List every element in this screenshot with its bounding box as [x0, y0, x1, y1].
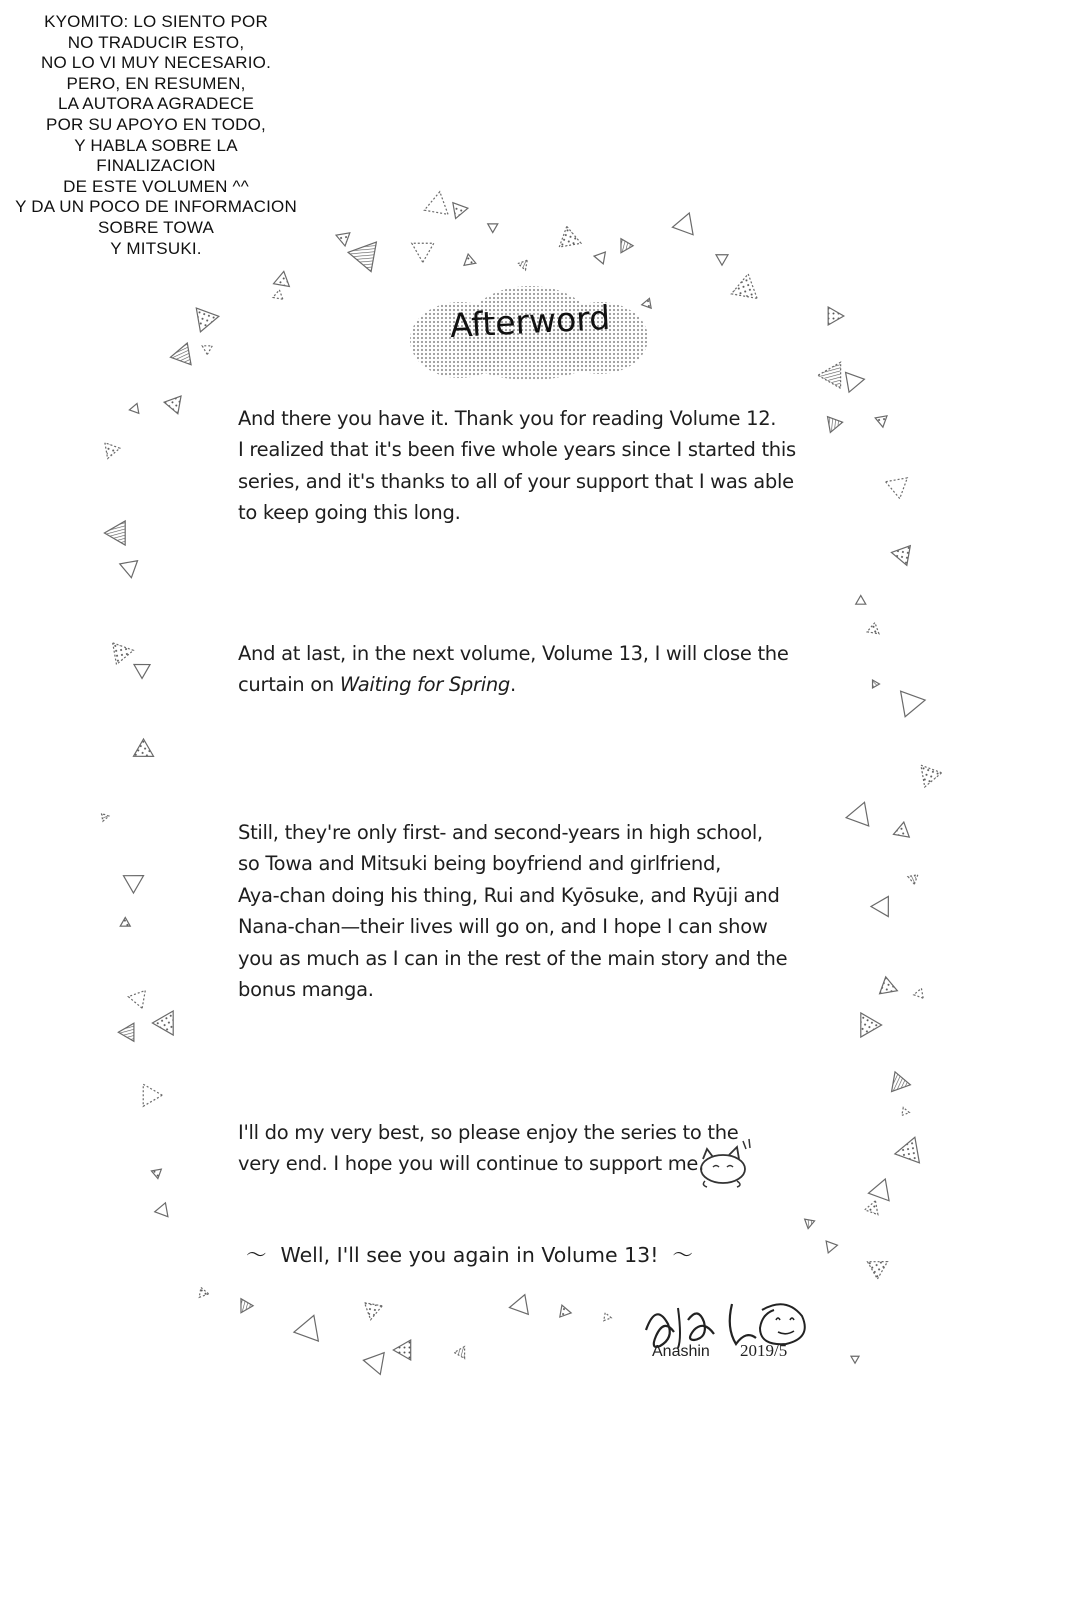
triangle-decoration: [865, 623, 879, 638]
triangle-decoration: [460, 254, 476, 270]
note-line: KYOMITO: LO SIENTO POR: [44, 12, 268, 31]
triangle-decoration: [891, 822, 910, 842]
triangle-decoration: [170, 339, 197, 365]
text-line: very end. I hope you will continue to support me.: [238, 1152, 704, 1176]
triangle-decoration: [454, 1346, 470, 1361]
text-line: to keep going this long.: [238, 501, 461, 525]
triangle-decoration: [294, 1311, 326, 1341]
triangle-decoration: [129, 403, 142, 416]
triangle-decoration: [113, 640, 136, 665]
triangle-decoration: [508, 1295, 529, 1318]
triangle-decoration: [424, 190, 451, 215]
note-line: FINALIZACION: [96, 156, 216, 176]
triangle-decoration: [448, 203, 468, 222]
tilde-right: 〜: [672, 1243, 693, 1267]
triangle-decoration: [727, 274, 757, 306]
triangle-decoration: [672, 209, 699, 235]
paragraph-characters: [238, 817, 808, 1005]
triangle-decoration: [821, 412, 842, 433]
triangle-decoration: [867, 1253, 892, 1279]
triangle-decoration: [890, 543, 911, 566]
cat-doodle-icon: [693, 1131, 755, 1191]
series-title: Waiting for Spring: [339, 673, 510, 697]
triangle-decoration: [594, 248, 610, 264]
triangle-decoration: [823, 1241, 838, 1255]
closing-line: [232, 1238, 752, 1268]
triangle-decoration: [914, 765, 941, 791]
text-line: series, and it's thanks to all of your support that I was able: [238, 469, 794, 493]
triangle-decoration: [901, 687, 928, 717]
triangle-decoration: [406, 234, 434, 263]
text-line: Still, they're only first- and second-years in high school,: [238, 821, 763, 844]
triangle-decoration: [893, 1137, 920, 1167]
triangle-decoration: [560, 1305, 572, 1319]
triangle-decoration: [801, 1215, 814, 1228]
triangle-decoration: [873, 680, 880, 688]
tilde-left: 〜: [246, 1243, 267, 1267]
triangle-decoration: [123, 867, 148, 893]
author-name: Anashin: [652, 1343, 710, 1360]
note-line: Y MITSUKI.: [110, 238, 202, 258]
triangle-decoration: [856, 595, 869, 608]
note-line: PERO, EN RESUMEN,: [66, 73, 246, 93]
text-line: bonus manga.: [238, 978, 374, 1002]
text-line: so Towa and Mitsuki being boyfriend and girlfriend,: [238, 852, 721, 876]
triangle-decoration: [363, 1346, 392, 1375]
triangle-decoration: [118, 1019, 141, 1042]
triangle-decoration: [601, 1313, 612, 1323]
closing-text: Well, I'll see you again in Volume 13!: [280, 1243, 659, 1267]
triangle-decoration: [906, 872, 918, 884]
triangle-decoration: [200, 341, 213, 354]
triangle-decoration: [559, 226, 585, 253]
triangle-decoration: [127, 988, 146, 1008]
triangle-decoration: [886, 469, 915, 498]
triangle-decoration: [348, 232, 388, 271]
triangle-decoration: [840, 372, 865, 395]
triangle-decoration: [850, 1013, 881, 1043]
triangle-decoration: [134, 1084, 163, 1112]
triangle-decoration: [902, 1107, 910, 1116]
note-line: Y HABLA SOBRE LA: [74, 135, 238, 155]
note-line: SOBRE TOWA: [98, 217, 214, 237]
text-line: And there you have it. Thank you for reading Volume 12.: [238, 407, 777, 430]
text-line: Nana-chan—their lives will go on, and I hope I can show: [238, 915, 768, 939]
triangle-decoration: [875, 416, 889, 428]
note-line: POR SU APOYO EN TODO,: [46, 114, 266, 134]
page-title: Afterword: [448, 297, 612, 346]
afterword-heading: [410, 294, 650, 384]
triangle-decoration: [488, 219, 501, 232]
text-line: And at last, in the next volume, Volume 13, I will close the: [238, 642, 789, 665]
triangle-decoration: [133, 739, 158, 765]
triangle-decoration: [846, 802, 878, 833]
triangle-decoration: [336, 233, 352, 247]
triangle-decoration: [393, 1340, 410, 1360]
triangle-decoration: [716, 255, 728, 265]
triangle-decoration: [849, 1353, 859, 1363]
triangle-decoration: [235, 1295, 253, 1313]
triangle-decoration: [865, 1201, 884, 1219]
triangle-decoration: [152, 1011, 183, 1041]
note-line: LA AUTORA AGRADECE: [57, 94, 255, 114]
triangle-decoration: [828, 307, 844, 325]
triangle-decoration: [151, 1165, 164, 1178]
triangle-decoration: [120, 561, 140, 580]
triangle-decoration: [880, 977, 901, 999]
signature-date: 2019/5: [740, 1341, 788, 1360]
note-line: Y DA UN POCO DE INFORMACION: [15, 197, 297, 217]
triangle-decoration: [518, 260, 530, 272]
text-line: I realized that it's been five whole years since I started this: [238, 438, 796, 462]
text-line: curtain on Waiting for Spring.: [238, 673, 516, 697]
triangle-decoration: [271, 290, 283, 302]
triangle-decoration: [886, 1068, 911, 1091]
triangle-decoration: [615, 235, 633, 253]
triangle-decoration: [118, 917, 131, 930]
text-line: I'll do my very best, so please enjoy the series to the: [238, 1121, 739, 1144]
triangle-decoration: [362, 1303, 382, 1322]
triangle-decoration: [195, 1287, 208, 1300]
triangle-decoration: [104, 515, 135, 545]
triangle-decoration: [164, 390, 188, 414]
paragraph-final-volume: [238, 638, 808, 701]
paragraph-thanks: [238, 403, 808, 529]
triangle-decoration: [913, 988, 923, 999]
text-line: you as much as I can in the rest of the main story and the: [238, 946, 788, 970]
triangle-decoration: [99, 813, 109, 822]
triangle-decoration: [130, 658, 150, 679]
triangle-decoration: [274, 271, 295, 292]
triangle-decoration: [871, 891, 897, 916]
note-line: NO LO VI MUY NECESARIO.: [40, 53, 272, 73]
triangle-decoration: [155, 1203, 174, 1221]
text-line: Aya-chan doing his thing, Rui and Kyōsuke, and Ryūji and: [238, 883, 780, 907]
note-line: NO TRADUCIR ESTO,: [67, 32, 245, 52]
triangle-decoration: [189, 308, 219, 336]
triangle-decoration: [818, 356, 852, 389]
triangle-decoration: [100, 443, 120, 462]
triangle-decoration: [868, 1175, 895, 1201]
note-line: DE ESTE VOLUMEN ^^: [63, 176, 249, 196]
